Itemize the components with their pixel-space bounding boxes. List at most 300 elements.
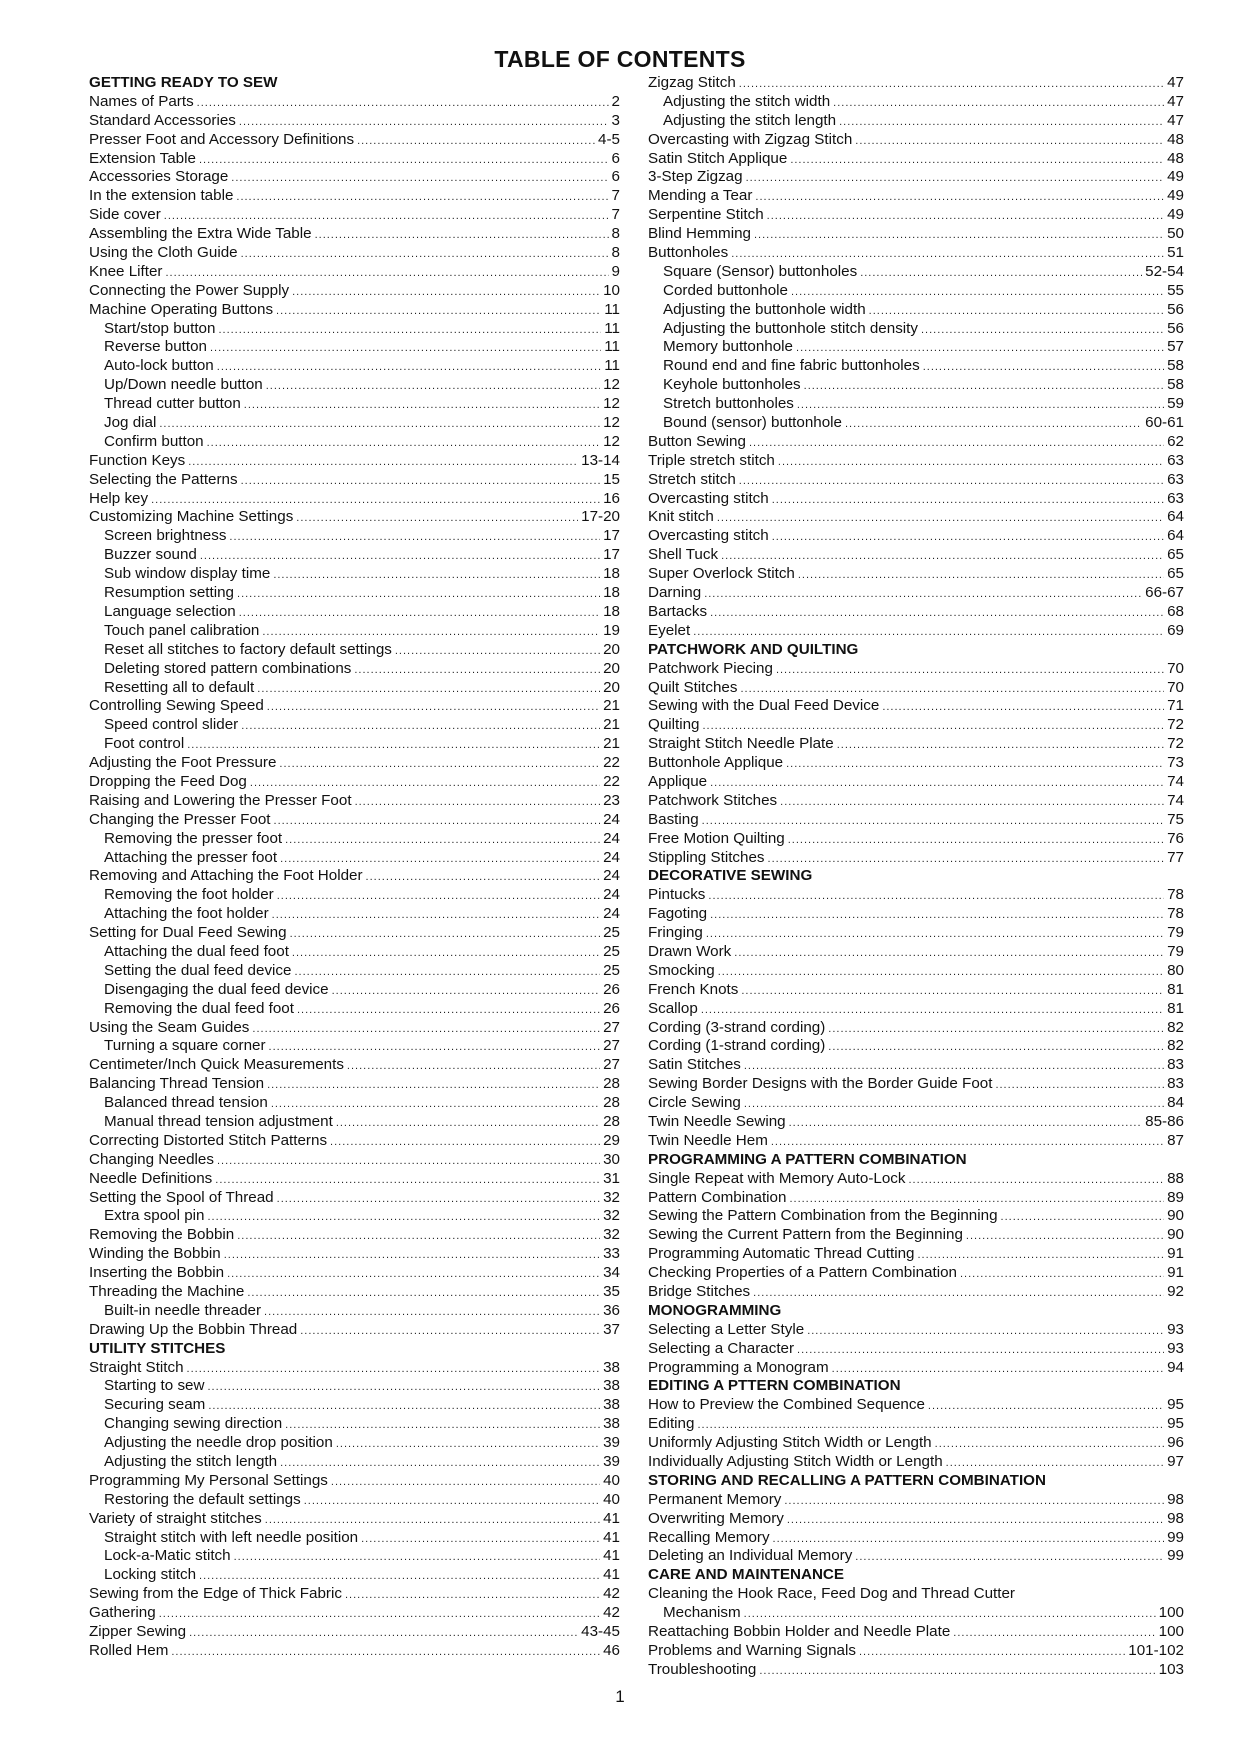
toc-entry[interactable] xyxy=(648,830,1184,849)
toc-subentry[interactable] xyxy=(648,301,1184,320)
toc-entry-title: Overcasting stitch xyxy=(648,527,769,545)
toc-page-number: 99 xyxy=(1167,1528,1184,1546)
toc-subentry[interactable] xyxy=(89,1491,620,1510)
toc-subentry[interactable] xyxy=(89,1207,620,1226)
toc-entry[interactable] xyxy=(648,1529,1184,1548)
toc-page-number: 7 xyxy=(611,187,620,205)
toc-subentry[interactable] xyxy=(89,679,620,698)
dot-leader xyxy=(297,1001,600,1019)
toc-entry[interactable] xyxy=(648,1623,1184,1642)
toc-subentry[interactable] xyxy=(89,1434,620,1453)
toc-entry[interactable] xyxy=(89,1359,620,1378)
toc-entry[interactable] xyxy=(89,1623,620,1642)
toc-entry[interactable] xyxy=(648,1359,1184,1378)
toc-entry-title: Programming My Personal Settings xyxy=(89,1471,328,1489)
dot-leader xyxy=(267,698,600,716)
toc-subentry[interactable] xyxy=(89,735,620,754)
toc-entry-title: Sewing the Pattern Combination from the Beginning xyxy=(648,1207,998,1225)
dot-leader xyxy=(710,604,1164,622)
toc-entry-title: Connecting the Power Supply xyxy=(89,281,290,299)
section-heading xyxy=(648,1302,1184,1321)
toc-entry[interactable] xyxy=(648,1245,1184,1264)
toc-page-number: 47 xyxy=(1167,92,1184,110)
toc-entry-title: Pattern Combination xyxy=(648,1188,787,1206)
toc-subentry[interactable] xyxy=(648,414,1184,433)
toc-entry-title: Corded buttonhole xyxy=(663,281,788,299)
toc-entry-title: Changing Needles xyxy=(89,1150,214,1168)
toc-entry[interactable] xyxy=(648,584,1184,603)
toc-subentry[interactable] xyxy=(89,1529,620,1548)
toc-entry[interactable] xyxy=(648,1264,1184,1283)
toc-page-number: 48 xyxy=(1167,149,1184,167)
section-heading-text: MONOGRAMMING xyxy=(648,1301,782,1319)
toc-entry-title: Start/stop button xyxy=(104,319,216,337)
dot-leader xyxy=(718,963,1164,981)
toc-subentry[interactable] xyxy=(89,830,620,849)
dot-leader xyxy=(199,1567,600,1585)
toc-entry[interactable] xyxy=(89,1604,620,1623)
dot-leader xyxy=(272,906,600,924)
toc-entry-title: Knit stitch xyxy=(648,508,714,526)
toc-entry[interactable] xyxy=(89,490,620,509)
dot-leader xyxy=(746,169,1165,187)
toc-page-number: 21 xyxy=(603,697,620,715)
toc-entry-title: Attaching the presser foot xyxy=(104,848,278,866)
toc-entry[interactable] xyxy=(648,603,1184,622)
section-heading xyxy=(648,867,1184,886)
toc-subentry[interactable] xyxy=(648,263,1184,282)
toc-entry-title: Correcting Distorted Stitch Patterns xyxy=(89,1131,328,1149)
toc-page-number: 82 xyxy=(1167,1018,1184,1036)
toc-entry[interactable] xyxy=(648,716,1184,735)
toc-entry-title: Buttonhole Applique xyxy=(648,754,784,772)
dot-leader xyxy=(229,528,600,546)
toc-entry[interactable] xyxy=(89,225,620,244)
toc-subentry[interactable] xyxy=(89,1000,620,1019)
toc-entry-title: Twin Needle Sewing xyxy=(648,1112,786,1130)
dot-leader xyxy=(159,1605,600,1623)
toc-page-number: 35 xyxy=(603,1283,620,1300)
toc-entry-title: Round end and fine fabric buttonholes xyxy=(663,357,920,375)
toc-subentry[interactable] xyxy=(89,849,620,868)
toc-entry[interactable] xyxy=(648,849,1184,868)
toc-subentry[interactable] xyxy=(89,943,620,962)
toc-entry[interactable] xyxy=(648,697,1184,716)
toc-page-number: 66-67 xyxy=(1145,584,1184,602)
toc-entry[interactable] xyxy=(648,1396,1184,1415)
toc-entry[interactable] xyxy=(89,1510,620,1529)
toc-entry-title: Drawing Up the Bobbin Thread xyxy=(89,1320,298,1338)
toc-subentry[interactable] xyxy=(648,112,1184,131)
toc-entry[interactable] xyxy=(89,792,620,811)
toc-entry[interactable] xyxy=(89,452,620,471)
toc-page-number: 99 xyxy=(1167,1547,1184,1565)
dot-leader xyxy=(828,1038,1164,1056)
toc-entry[interactable] xyxy=(648,471,1184,490)
dot-leader xyxy=(768,850,1165,868)
dot-leader xyxy=(935,1435,1164,1453)
toc-page-number: 63 xyxy=(1167,470,1184,488)
toc-entry[interactable] xyxy=(89,206,620,225)
toc-entry[interactable] xyxy=(648,546,1184,565)
toc-entry-title: Adjusting the Foot Pressure xyxy=(89,754,277,772)
toc-subentry[interactable] xyxy=(89,716,620,735)
toc-entry[interactable] xyxy=(648,1170,1184,1189)
toc-entry-title: Patchwork Piecing xyxy=(648,659,773,677)
toc-subentry[interactable] xyxy=(89,320,620,339)
toc-page-number: 25 xyxy=(603,942,620,960)
toc-page-number: 93 xyxy=(1167,1320,1184,1338)
toc-entry[interactable] xyxy=(648,452,1184,471)
toc-subentry[interactable] xyxy=(89,1396,620,1415)
toc-entry-title: Customizing Machine Settings xyxy=(89,508,294,526)
toc-entry[interactable] xyxy=(648,792,1184,811)
toc-entry[interactable] xyxy=(89,1585,620,1604)
toc-subentry[interactable] xyxy=(89,546,620,565)
toc-entry[interactable] xyxy=(648,1075,1184,1094)
toc-entry[interactable] xyxy=(648,244,1184,263)
toc-subentry[interactable] xyxy=(89,1302,620,1321)
toc-entry-title: Removing the presser foot xyxy=(104,829,283,847)
toc-entry[interactable] xyxy=(648,490,1184,509)
toc-entry[interactable] xyxy=(648,433,1184,452)
toc-entry[interactable] xyxy=(89,244,620,263)
toc-entry[interactable] xyxy=(89,697,620,716)
toc-entry[interactable] xyxy=(89,168,620,187)
toc-entry-title: Threading the Machine xyxy=(89,1283,245,1300)
dot-leader xyxy=(703,717,1165,735)
toc-subentry[interactable] xyxy=(89,1094,620,1113)
toc-subentry[interactable] xyxy=(89,433,620,452)
dot-leader xyxy=(354,661,600,679)
toc-subentry[interactable] xyxy=(648,357,1184,376)
toc-entry[interactable] xyxy=(89,1151,620,1170)
toc-entry-title: Permanent Memory xyxy=(648,1490,782,1508)
toc-column-right xyxy=(648,74,1184,1680)
toc-entry[interactable] xyxy=(89,867,620,886)
toc-entry[interactable] xyxy=(648,74,1184,93)
toc-subentry[interactable] xyxy=(89,1415,620,1434)
toc-subentry[interactable] xyxy=(89,1453,620,1472)
toc-page-number: 101-102 xyxy=(1128,1641,1184,1659)
toc-subentry[interactable] xyxy=(89,1566,620,1585)
toc-entry[interactable] xyxy=(89,1283,620,1302)
toc-entry[interactable] xyxy=(648,527,1184,546)
toc-entry-title: Locking stitch xyxy=(104,1566,197,1584)
toc-page-number: 19 xyxy=(603,621,620,639)
toc-entry[interactable] xyxy=(89,471,620,490)
dot-leader xyxy=(953,1624,1155,1642)
toc-entry-title: Removing the dual feed foot xyxy=(104,999,294,1017)
toc-entry-title: Checking Properties of a Pattern Combination xyxy=(648,1264,957,1282)
dot-leader xyxy=(744,1095,1164,1113)
dot-leader xyxy=(1001,1208,1165,1226)
toc-entry[interactable] xyxy=(648,943,1184,962)
toc-entry[interactable] xyxy=(648,773,1184,792)
toc-entry[interactable] xyxy=(648,225,1184,244)
toc-entry[interactable] xyxy=(648,1321,1184,1340)
toc-entry[interactable] xyxy=(89,508,620,527)
toc-entry[interactable] xyxy=(648,924,1184,943)
toc-page-number: 33 xyxy=(603,1245,620,1263)
toc-entry[interactable] xyxy=(89,924,620,943)
toc-entry[interactable] xyxy=(89,1056,620,1075)
toc-page-number: 17 xyxy=(603,546,620,564)
toc-page-number: 72 xyxy=(1167,735,1184,753)
toc-entry-title: Patchwork Stitches xyxy=(648,791,778,809)
toc-entry-title: Resetting all to default xyxy=(104,678,255,696)
toc-entry[interactable] xyxy=(648,1000,1184,1019)
toc-entry[interactable] xyxy=(648,1585,1184,1604)
dot-leader xyxy=(345,1586,600,1604)
toc-page-number: 96 xyxy=(1167,1434,1184,1452)
toc-page-number: 17-20 xyxy=(581,508,620,526)
toc-page-number: 59 xyxy=(1167,395,1184,413)
toc-subentry[interactable] xyxy=(89,905,620,924)
toc-page-number: 23 xyxy=(603,791,620,809)
toc-subentry[interactable] xyxy=(89,338,620,357)
dot-leader xyxy=(292,944,600,962)
toc-entry[interactable] xyxy=(648,168,1184,187)
toc-entry[interactable] xyxy=(648,886,1184,905)
dot-leader xyxy=(921,321,1164,339)
dot-leader xyxy=(860,264,1142,282)
toc-entry-title: Editing xyxy=(648,1415,695,1433)
toc-subentry[interactable] xyxy=(89,1113,620,1132)
toc-entry-title: Overcasting stitch xyxy=(648,489,769,507)
dot-leader xyxy=(274,812,601,830)
toc-subentry[interactable] xyxy=(89,414,620,433)
toc-entry-title: Basting xyxy=(648,810,699,828)
dot-leader xyxy=(855,1548,1164,1566)
toc-page-number: 57 xyxy=(1167,338,1184,356)
toc-entry[interactable] xyxy=(648,131,1184,150)
toc-entry-title: Setting for Dual Feed Sewing xyxy=(89,924,287,942)
toc-entry[interactable] xyxy=(89,301,620,320)
dot-leader xyxy=(706,925,1164,943)
toc-entry[interactable] xyxy=(89,112,620,131)
toc-page-number: 90 xyxy=(1167,1226,1184,1244)
toc-entry[interactable] xyxy=(648,1661,1184,1680)
toc-page-number: 21 xyxy=(603,735,620,753)
toc-subentry[interactable] xyxy=(89,641,620,660)
toc-entry-title: Straight stitch with left needle position xyxy=(104,1528,359,1546)
toc-subentry[interactable] xyxy=(648,320,1184,339)
toc-page-number: 41 xyxy=(603,1509,620,1527)
toc-entry-title: Restoring the default settings xyxy=(104,1490,301,1508)
toc-page-number: 24 xyxy=(603,905,620,923)
toc-entry-title: Thread cutter button xyxy=(104,395,241,413)
toc-page-number: 91 xyxy=(1167,1264,1184,1282)
toc-entry-title: Scallop xyxy=(648,999,698,1017)
toc-entry[interactable] xyxy=(89,1075,620,1094)
dot-leader xyxy=(749,434,1164,452)
dot-leader xyxy=(832,1360,1164,1378)
dot-leader xyxy=(787,1511,1164,1529)
toc-subentry[interactable] xyxy=(648,93,1184,112)
toc-entry[interactable] xyxy=(648,1434,1184,1453)
toc-page-number: 25 xyxy=(603,961,620,979)
toc-entry[interactable] xyxy=(648,1415,1184,1434)
toc-entry-title: Centimeter/Inch Quick Measurements xyxy=(89,1056,344,1074)
toc-subentry[interactable] xyxy=(89,981,620,1000)
toc-entry[interactable] xyxy=(648,565,1184,584)
section-heading-text: STORING AND RECALLING A PATTERN COMBINATION xyxy=(648,1471,1046,1489)
toc-entry[interactable] xyxy=(89,1642,620,1661)
toc-entry-title: Touch panel calibration xyxy=(104,621,260,639)
dot-leader xyxy=(332,982,600,1000)
toc-page-number: 42 xyxy=(603,1585,620,1603)
toc-subentry[interactable] xyxy=(89,1037,620,1056)
toc-subentry[interactable] xyxy=(89,622,620,641)
toc-page-number: 27 xyxy=(603,1037,620,1055)
dot-leader xyxy=(772,528,1164,546)
dot-leader xyxy=(241,245,609,263)
toc-entry-title: Balanced thread tension xyxy=(104,1094,268,1112)
dot-leader xyxy=(165,264,608,282)
dot-leader xyxy=(159,415,600,433)
toc-subentry[interactable] xyxy=(89,1377,620,1396)
toc-entry-title: Serpentine Stitch xyxy=(648,206,764,224)
dot-leader xyxy=(928,1397,1164,1415)
toc-entry[interactable] xyxy=(89,1170,620,1189)
toc-entry[interactable] xyxy=(648,981,1184,1000)
toc-entry-title: 3-Step Zigzag xyxy=(648,168,743,186)
toc-entry[interactable] xyxy=(648,679,1184,698)
toc-entry-title: Mechanism xyxy=(663,1604,741,1622)
toc-entry[interactable] xyxy=(89,131,620,150)
toc-entry-title: Straight Stitch Needle Plate xyxy=(648,735,834,753)
toc-entry[interactable] xyxy=(648,206,1184,225)
dot-leader xyxy=(265,1511,600,1529)
toc-entry[interactable] xyxy=(89,1245,620,1264)
toc-subentry[interactable] xyxy=(89,376,620,395)
dot-leader xyxy=(231,169,608,187)
toc-subentry[interactable] xyxy=(648,338,1184,357)
toc-entry[interactable] xyxy=(89,1019,620,1038)
toc-entry[interactable] xyxy=(648,1547,1184,1566)
toc-entry[interactable] xyxy=(648,962,1184,981)
toc-entry-title: Fringing xyxy=(648,924,703,942)
toc-entry[interactable] xyxy=(89,263,620,282)
toc-entry[interactable] xyxy=(648,1132,1184,1151)
toc-entry[interactable] xyxy=(648,150,1184,169)
toc-entry[interactable] xyxy=(648,1491,1184,1510)
toc-entry[interactable] xyxy=(89,754,620,773)
toc-entry-title: Reset all stitches to factory default settings xyxy=(104,640,392,658)
toc-entry[interactable] xyxy=(648,1642,1184,1661)
dot-leader xyxy=(330,1133,600,1151)
toc-subentry[interactable] xyxy=(89,1547,620,1566)
toc-entry[interactable] xyxy=(89,1189,620,1208)
toc-page-number: 100 xyxy=(1158,1623,1184,1641)
toc-page-number: 69 xyxy=(1167,621,1184,639)
toc-page-number: 83 xyxy=(1167,1075,1184,1093)
toc-subentry[interactable] xyxy=(89,660,620,679)
toc-subentry[interactable] xyxy=(89,886,620,905)
toc-subentry[interactable] xyxy=(648,376,1184,395)
toc-entry[interactable] xyxy=(648,1094,1184,1113)
toc-page-number: 79 xyxy=(1167,942,1184,960)
toc-entry[interactable] xyxy=(648,508,1184,527)
toc-entry[interactable] xyxy=(648,1056,1184,1075)
toc-entry[interactable] xyxy=(648,1510,1184,1529)
dot-leader xyxy=(250,774,600,792)
toc-entry[interactable] xyxy=(648,1113,1184,1132)
toc-entry-title: Attaching the dual feed foot xyxy=(104,942,289,960)
toc-page-number: 2 xyxy=(611,92,620,110)
toc-entry[interactable] xyxy=(648,811,1184,830)
toc-entry[interactable] xyxy=(648,1226,1184,1245)
toc-subentry[interactable] xyxy=(89,395,620,414)
toc-entry[interactable] xyxy=(89,187,620,206)
toc-entry[interactable] xyxy=(648,735,1184,754)
toc-entry[interactable] xyxy=(89,1264,620,1283)
toc-entry-title: Help key xyxy=(89,489,149,507)
toc-entry[interactable] xyxy=(648,1189,1184,1208)
dot-leader xyxy=(717,509,1164,527)
dot-leader xyxy=(208,1397,600,1415)
toc-subentry[interactable] xyxy=(648,395,1184,414)
toc-entry[interactable] xyxy=(89,93,620,112)
toc-entry[interactable] xyxy=(648,660,1184,679)
toc-subentry[interactable] xyxy=(89,357,620,376)
toc-entry[interactable] xyxy=(89,282,620,301)
toc-entry[interactable] xyxy=(89,1226,620,1245)
dot-leader xyxy=(798,566,1164,584)
toc-entry-title: Pintucks xyxy=(648,886,706,904)
toc-entry[interactable] xyxy=(89,773,620,792)
toc-subentry[interactable] xyxy=(89,603,620,622)
dot-leader xyxy=(269,1038,601,1056)
toc-entry[interactable] xyxy=(648,1019,1184,1038)
toc-entry[interactable] xyxy=(89,1321,620,1340)
dot-leader xyxy=(336,1435,600,1453)
toc-subentry[interactable] xyxy=(89,527,620,546)
toc-page-number: 94 xyxy=(1167,1358,1184,1376)
toc-entry[interactable] xyxy=(648,187,1184,206)
toc-entry[interactable] xyxy=(648,754,1184,773)
toc-page-number: 21 xyxy=(603,716,620,734)
toc-entry-title: Assembling the Extra Wide Table xyxy=(89,225,312,243)
dot-leader xyxy=(264,1303,600,1321)
dot-leader xyxy=(708,887,1164,905)
toc-subentry[interactable] xyxy=(648,282,1184,301)
toc-entry[interactable] xyxy=(648,1207,1184,1226)
section-heading xyxy=(648,1566,1184,1585)
toc-entry[interactable] xyxy=(648,1340,1184,1359)
toc-subentry[interactable] xyxy=(89,584,620,603)
toc-entry[interactable] xyxy=(648,622,1184,641)
dot-leader xyxy=(797,1341,1164,1359)
toc-entry[interactable] xyxy=(89,150,620,169)
dot-leader xyxy=(171,1643,600,1661)
toc-entry[interactable] xyxy=(648,1453,1184,1472)
toc-entry[interactable] xyxy=(89,1472,620,1491)
dot-leader xyxy=(395,642,600,660)
dot-leader xyxy=(704,585,1142,603)
toc-entry[interactable] xyxy=(89,1132,620,1151)
toc-entry[interactable] xyxy=(648,1037,1184,1056)
toc-entry[interactable] xyxy=(648,1283,1184,1302)
toc-subentry[interactable] xyxy=(89,962,620,981)
toc-page-number: 38 xyxy=(603,1396,620,1414)
dot-leader xyxy=(790,151,1164,169)
toc-entry[interactable] xyxy=(648,905,1184,924)
toc-subentry[interactable] xyxy=(89,565,620,584)
toc-subentry[interactable] xyxy=(648,1604,1184,1623)
toc-entry[interactable] xyxy=(89,811,620,830)
